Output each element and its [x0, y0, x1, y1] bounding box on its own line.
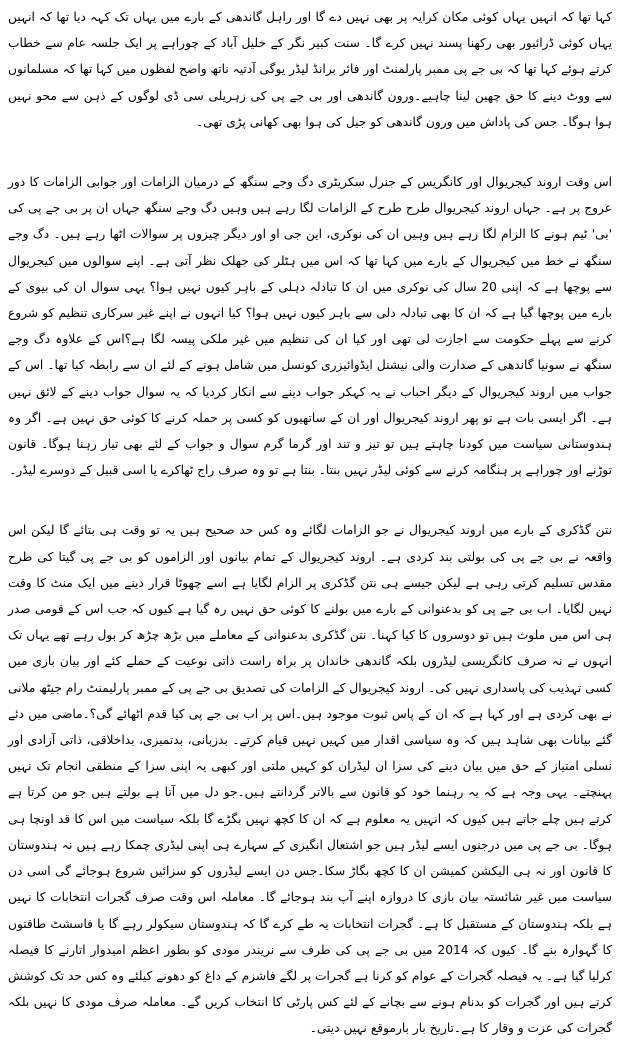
- article-paragraph-3: نتن گڈکری کے بارے میں اروند کیجریوال نے جو الزامات لگائے وہ کس حد صحیح ہیں یہ تو وقت ہی بتائے گا لیکن اس واقعہ نے بی جے پی کی بولتی بند کردی ہے۔ اروند کیجریوال کے تمام بیانوں اور الزاموں کو بی جے پی گیتا کی طرح مقدس تسلیم کرتی رہی ہے لیکن جیسے ہی نتن گڈکری پر الزام لگایا ہے اسے چھوٹا قرار دینے میں ایک منٹ کا وقت نہیں لگایا۔ اب بی جے پی کو بدعنوانی کے بارے میں بولنے کا کوئی حق نہیں رہ گیا ہے کیوں کہ جب اس کے قومی صدر ہی اس میں ملوث ہیں تو دوسروں کا کیا کہنا۔ نتن گڈکری بدعنوانی کے معاملے میں بڑھ چڑھ کر بول رہے تھے یہاں تک انہوں نے نہ صرف کانگریسی لیڈروں بلکہ گاندھی خاندان پر براہ راست ذاتی نوعیت کے حملے کئے اور بیان بازی میں کسی تہذیب کی پاسداری نہیں کی۔ اروند کیجریوال کے الزامات کی تصدیق بی جے پی کے ممبر پارلیمنٹ رام جیٹھ ملانی نے بھی کردی ہے اور کہا ہے کہ ان کے پاس ثبوت موجود ہیں۔اس پر اب بی جے پی کیا قدم اٹھائے گی؟۔ماضی میں دئے گئے بیانات بھی شاہد ہیں کہ وہ سیاسی اقدار میں کہیں نہیں قیام کرتے۔ بدزبانی، بدتمیزی، بداخلاقی، ذاتی آزادی اور نسلی امتیاز کے حق میں بیان دینے کی سزا ان لیڈران کو کہیں ملتی اور کبھی یہ اپنی سزا کے منطقی انجام تک نہیں پہنچتے۔ یہی وجہ ہے کہ یہ رہنما خود کو قانون سے بالاتر گردانتے ہیں۔جو دل میں آتا ہے بولتے ہیں جو من کرتا ہے کرتے ہیں چلے جاتے ہیں کیوں کہ انہیں یہ معلوم ہے کہ ان کا کچھ نہیں بگڑے گا بلکہ سیاست میں اس کا قد اونچا ہی ہوگا۔ بی جے پی میں درجنوں ایسے لیڈر ہیں جو اشتعال انگیزی کے سہارے ہی اپنی لیڈری چمکا رہے ہیں نہ ہندوستان کا قانون اور نہ ہی الیکشن کمیشن ان کا کچھ بگاڑ سکا۔جس دن ایسے لیڈروں کو سزائیں شروع ہوجائے گی اسی دن سیاست میں غیر شائستہ بیان بازی کا دروازہ اپنے آپ بند ہوجائے گا۔ معاملہ اس وقت صرف گجرات انتخابات کا نہیں ہے بلکہ ہندوستان کے مستقبل کا ہے۔ گجرات انتخابات یہ طے کرے گا کہ ہندوستان سیکولر رہے گا یا فاسشٹ طاقتوں کا گہوارہ بنے گا۔ کیوں کہ 2014 میں بی جے پی کی طرف سے نریندر مودی کو بطور اعظم امیدوار اتارنے کا فیصلہ کرلیا گیا ہے۔ یہ فیصلہ گجرات کے عوام کو کرنا ہے گجرات پر لگے فاشزم کے داغ کو دھونے کیلئے وہ کس حد تک کوشش کرتے ہیں اور گجرات کو بدنام ہونے سے بچانے کے لئے کس پارٹی کا انتخاب کریں گے۔ معاملہ صرف مودی کا نہیں بلکہ گجرات کی عزت و وقار کا ہے۔تاریخ بار بارموقع نہیں دیتی۔: [8, 523, 612, 1036]
- article-paragraph-1: کہا تھا کہ انہیں یہاں کوئی مکان کرایہ پر بھی نہیں دے گا اور راہل گاندھی کے بارے میں یہاں تک کہہ دیا تھا کہ انہیں یہاں کوئی ڈرائیور بھی رکھنا پسند نہیں کرے گا۔ سنت کبیر نگر کے خلیل آباد کے چوراہے پر ایک جلسہ عام سے خطاب کرتے ہوئے کہا تھا کہ بی جے پی ممبر پارلمنٹ اور فائر برانڈ لیڈر یوگی آدتیہ ناتھ واضح لفظوں میں کہا تھا کہ مسلمانوں سے ووٹ دینے کا حق چھین لینا چاہیے۔ورون گاندھی اور بی جے پی کی زہریلی سی ڈی لوگوں کے ذہن سے محو نہیں ہوا ہوگا۔ جس کی پاداش میں ورون گاندھی کو جیل کی ہوا بھی کھانی پڑی تھی۔: [8, 10, 612, 129]
- article-paragraph-2: اس وقت اروند کیجریوال اور کانگریس کے جنرل سکریٹری دگ وجے سنگھ کے درمیان الزامات اور جوابی الزامات کا دور عروج پر ہے۔ جہاں اروند کیجریوال طرح طرح کے الزامات لگا رہے ہیں وہیں دگ وجے سنگھ جہاں ان پر بی جے پی کی 'بی' ٹیم ہونے کا الزام لگا رہے ہیں وہیں ان کی نوکری، این جی او اور دیگر چیزوں پر سوالات اٹھا رہے ہیں۔ دگ وجے سنگھ نے خط میں کیجریوال کے بارے میں کہا تھا کہ اس میں ہٹلر کی جھلک نظر آتی ہے۔ اپنے سوالوں میں کیجریوال سے پوچھا ہے کہ اپنی 20 سال کی نوکری میں ان کا تبادلہ دہلی کے باہر کیوں نہیں ہوا؟ یہی سوال ان کی بیوی کے بارے میں پوچھا گیا ہے کہ ان کا بھی تبادلہ دلی سے باہر کیوں نہیں ہوا؟ کیا انہوں نے اپنے غیر سرکاری تنظیم کو شروع کرنے سے پہلے حکومت سے اجازت لی تھی اور کیا ان کی تنظیم میں غیر ملکی پیسہ لگا ہے؟اس کے علاوہ دگ وجے سنگھ نے سونیا گاندھی کے صدارت والی نیشنل ایڈوائیزری کونسل میں شامل ہونے کے لئے ان سے رابطہ کیا تھا۔ اس کے جواب میں اروند کیجریوال کے دیگر احباب نے یہ کہکر جواب دینے سے انکار کردیا کہ یہ سوال جواب دینے کے لائق نہیں ہے۔ اگر ایسی بات ہے تو پھر اروند کیجریوال اور ان کے ساتھیوں کو کسی پر حملہ کرنے کا کوئی حق نہیں ہے۔ اگر وہ ہندوستانی سیاست میں کودنا چاہتے ہیں تو تیز و تند اور گرما گرم سوال و جواب کے لئے بھی تیار رہنا ہوگا۔ قانون توڑنے اور چوراہے پر ہنگامہ کرنے سے کوئی لیڈر نہیں بنتا۔ بنتا ہے تو وہ صرف راج ٹھاکرے یا اسی قبیل کے دوسرے لیڈر۔: [8, 175, 612, 478]
